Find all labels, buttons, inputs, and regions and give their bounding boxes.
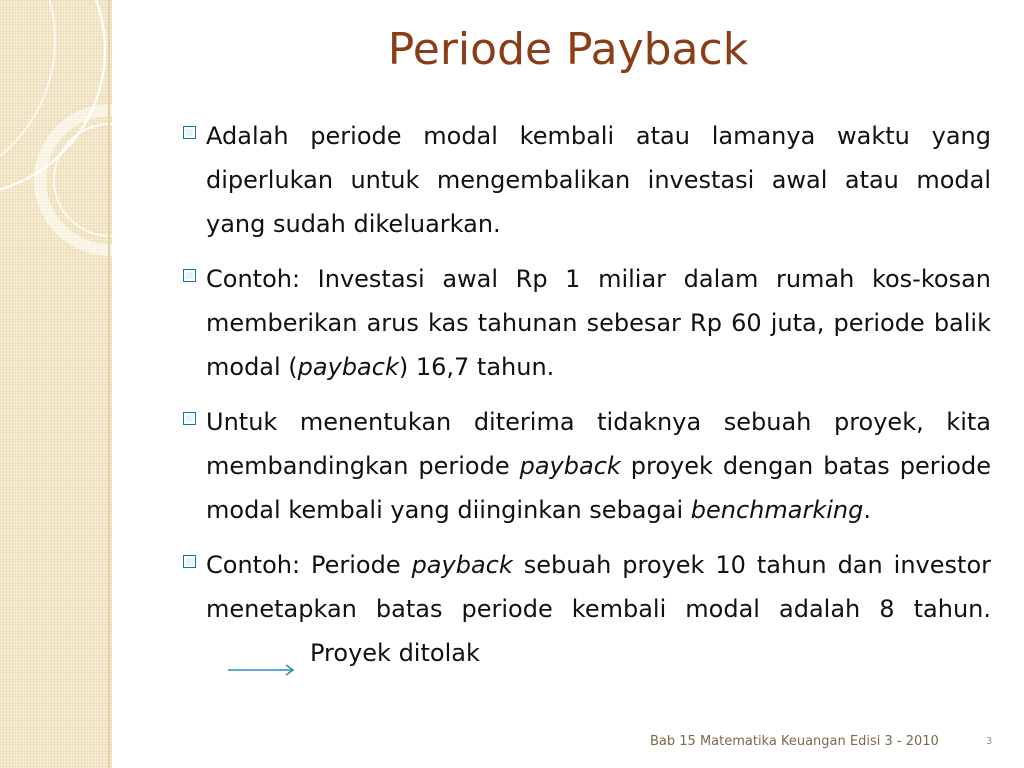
slide-title: Periode Payback	[387, 24, 749, 75]
checkbox-bullet-icon	[183, 126, 196, 139]
bullet-1-text: Adalah periode modal kembali atau lamanya waktu yang diperlukan untuk mengembalikan investasi awal atau modal yang sudah dikeluarkan.	[206, 122, 991, 238]
bullet-text	[206, 114, 991, 246]
checkbox-bullet-icon	[183, 555, 196, 568]
bullet-3-italic: payback	[519, 452, 621, 480]
bullet-text	[206, 400, 991, 532]
bullet-2-italic: payback	[297, 353, 399, 381]
slide-footer: Bab 15 Matematika Keuangan Edisi 3 - 2010	[650, 734, 939, 749]
page-number: 3	[986, 736, 993, 747]
bullet-4-text-end: sebuah proyek 10 tahun dan investor menetapkan batas periode kembali modal adalah 8 tahun.	[206, 551, 991, 623]
bullet-text	[206, 543, 991, 675]
bullet-item	[183, 257, 991, 389]
bullet-3-text-mid: proyek dengan batas periode modal kembali yang diinginkan sebagai	[206, 452, 991, 524]
bullet-2-text: Contoh: Investasi awal Rp 1 miliar dalam rumah kos-kosan memberikan arus kas tahunan sebesar Rp 60 juta, periode balik modal (	[206, 265, 991, 381]
bullet-item	[183, 400, 991, 532]
bullet-4-italic: payback	[411, 551, 513, 579]
sidebar-edge	[108, 0, 110, 768]
bullet-4-result: Proyek ditolak	[310, 639, 480, 667]
bullet-3-text-end: .	[863, 496, 871, 524]
right-arrow-icon	[228, 647, 296, 661]
decorative-sidebar	[0, 0, 112, 768]
bullet-item	[183, 114, 991, 246]
bullet-2-text-end: ) 16,7 tahun.	[398, 353, 555, 381]
bullet-item	[183, 543, 991, 675]
bullet-3-text: Untuk menentukan diterima tidaknya sebuah proyek, kita membandingkan periode	[206, 408, 991, 480]
bullet-4-text: Contoh: Periode	[206, 551, 412, 579]
checkbox-bullet-icon	[183, 269, 196, 282]
bullet-list	[183, 114, 991, 686]
checkbox-bullet-icon	[183, 412, 196, 425]
circle-ornament	[0, 0, 112, 768]
bullet-text	[206, 257, 991, 389]
bullet-3-italic-2: benchmarking	[690, 496, 864, 524]
